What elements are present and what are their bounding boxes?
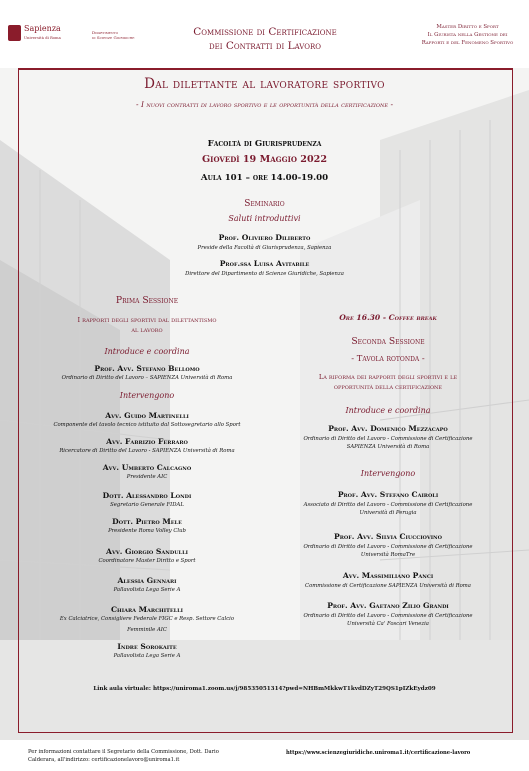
master-line-2: Il Giurista nella Gestione dei [427,32,508,38]
greeting-speaker-1-name: Prof. Oliviero Diliberto [218,233,311,242]
first-speaker-9-name: Indre Sorokaite [117,642,177,651]
first-speaker-1-role: Componente del tavolo tecnico istituito dal Sottosegretario allo Sport [53,422,241,428]
second-speaker-4-name: Prof. Avv. Gaetano Zilio Grandi [327,601,449,610]
first-moderator-role: Ordinario di Diritto del Lavoro – SAPIENZA Università di Roma [61,375,233,381]
second-speaker-3-role: Commissione di Certificazione SAPIENZA Università di Roma [305,583,471,589]
first-speaker-9-role: Pallavolista Lega Serie A [113,653,181,659]
footer-info-line-1: Per informazioni contattare il Segretario della Commissione, Dott. Dario [28,749,219,755]
second-session-format: - Tavola rotonda - [351,353,425,363]
greeting-speaker-2-role: Direttore del Dipartimento di Scienze Giuridiche, Sapienza [185,271,344,277]
first-speaker-6-role: Coordinatore Master Diritto e Sport [98,558,196,564]
footer-info-line-2[interactable]: Calderara, all'indirizzo: certificazionelavoro@uniroma1.it [28,757,180,763]
second-speaker-4-role-1: Ordinario di Diritto del Lavoro - Commissione di Certificazione [303,613,473,619]
second-moderator-role-2: SAPIENZA Università di Roma [346,444,430,450]
first-speaker-4-name: Dott. Alessandro Londi [102,491,192,500]
second-moderator-name: Prof. Avv. Domenico Mezzacapo [328,424,448,433]
first-speaker-7-role: Pallavolista Lega Serie A [113,587,181,593]
second-speaker-2-role-1: Ordinario di Diritto del Lavoro - Commissione di Certificazione [303,544,473,550]
department-line-1: Dipartimento [92,30,119,35]
second-session-topic-line-1: La riforma dei rapporti degli sportivi e le [318,373,458,381]
first-speaker-5-role: Presidente Roma Volley Club [108,528,186,534]
first-speaker-2-name: Avv. Fabrizio Ferraro [106,437,188,446]
second-session-topic-line-2: opportunità della certificazione [333,383,443,391]
department-line-2: di Scienze Giuridiche [92,35,135,40]
venue: Facoltà di Giurisprudenza [207,139,322,149]
first-session-topic-line-1: I rapporti degli sportivi dal dilettantismo [77,316,217,324]
first-session-title: Prima Sessione [115,295,179,306]
second-speaker-2-name: Prof. Avv. Silvia Ciucciovino [334,532,442,541]
coffee-break: Ore 16.30 - Coffee break [339,313,437,322]
logo-name: Sapienza [24,24,61,33]
footer-contact-info [28,748,278,764]
commission-line-2: dei Contratti di Lavoro [209,40,321,52]
footer-website-link[interactable]: https://www.scienzegiuridiche.uniroma1.it/certificazione-lavoro [286,750,471,756]
first-speaker-3-name: Avv. Umberto Calcagno [102,463,192,472]
event-title: Dal dilettante al lavoratore sportivo [144,76,385,92]
greeting-speaker-1-role: Preside della Facoltà di Giurisprudenza, Sapienza [197,245,332,251]
logo-subtitle: Università di Roma [24,36,61,40]
second-session-title: Seconda Sessione [351,336,425,347]
event-date: Giovedì 19 Maggio 2022 [201,154,327,165]
first-speaker-7-name: Alessia Gennari [117,576,177,585]
commission-line-1: Commissione di Certificazione [193,26,337,38]
master-line-3: Rapporti e del Fenomeno Sportivo [421,40,514,46]
first-speaker-6-name: Avv. Giorgio Sandulli [106,547,188,556]
seminar-label: Seminario [244,199,285,209]
first-speaker-2-role: Ricercatore di Diritto del Lavoro - SAPIENZA Università di Roma [59,448,235,454]
first-moderator-heading: Introduce e coordina [104,347,190,356]
sapienza-seal-icon [8,25,21,41]
department-label [92,30,135,40]
first-speaker-5-name: Dott. Pietro Mele [112,517,182,526]
master-line-1: Master Diritto e Sport [436,24,499,30]
second-moderator-heading: Introduce e coordina [345,406,431,415]
first-speaker-8-role-2: Femminile AIC [127,627,167,633]
event-subtitle: - I nuovi contratti di lavoro sportivo e le opportunità della certificazione - [135,100,394,109]
first-speaker-8-role-1: Ex Calciatrice, Consigliere Federale FIGC e Resp. Settore Calcio [59,616,235,622]
second-speaker-3-name: Avv. Massimiliano Panci [342,571,434,580]
first-speakers-heading: Intervengono [119,391,175,400]
second-moderator-role-1: Ordinario di Diritto del Lavoro - Commissione di Certificazione [303,436,473,442]
virtual-classroom-link[interactable]: Link aula virtuale: https://uniroma1.zoom.us/j/98535051314?pwd=NHBmMkkwT1kvdDZyT29QS1pIZkEydz09 [93,686,436,692]
first-speaker-1-name: Avv. Guido Martinelli [105,411,189,420]
first-moderator-name: Prof. Avv. Stefano Bellomo [94,364,200,373]
first-speaker-8-name: Chiara Marchitelli [110,605,184,614]
second-speaker-1-role-1: Associato di Diritto del Lavoro - Commissione di Certificazione [303,502,473,508]
second-speaker-1-role-2: Università di Perugia [359,510,417,516]
first-speaker-3-role: Presidente AIC [126,474,168,480]
master-title [410,23,525,47]
second-speaker-1-name: Prof. Avv. Stefano Cairoli [337,490,439,499]
first-session-topic [22,315,272,335]
second-speaker-4-role-2: Università Ca' Foscari Venezia [347,621,429,627]
first-session-topic-line-2: al lavoro [131,326,163,334]
greeting-speaker-2-name: Prof.ssa Luisa Avitabile [219,259,310,268]
room-time: Aula 101 – ore 14.00-19.00 [200,173,329,183]
greetings-heading: Saluti introduttivi [228,214,301,223]
second-speakers-heading: Intervengono [360,469,416,478]
first-speaker-4-role: Segretario Generale FIDAL [110,502,184,508]
sapienza-logo [24,25,61,42]
second-session-topic [272,372,504,392]
commission-title [170,25,360,53]
second-speaker-2-role-2: Università RomaTre [360,552,416,558]
